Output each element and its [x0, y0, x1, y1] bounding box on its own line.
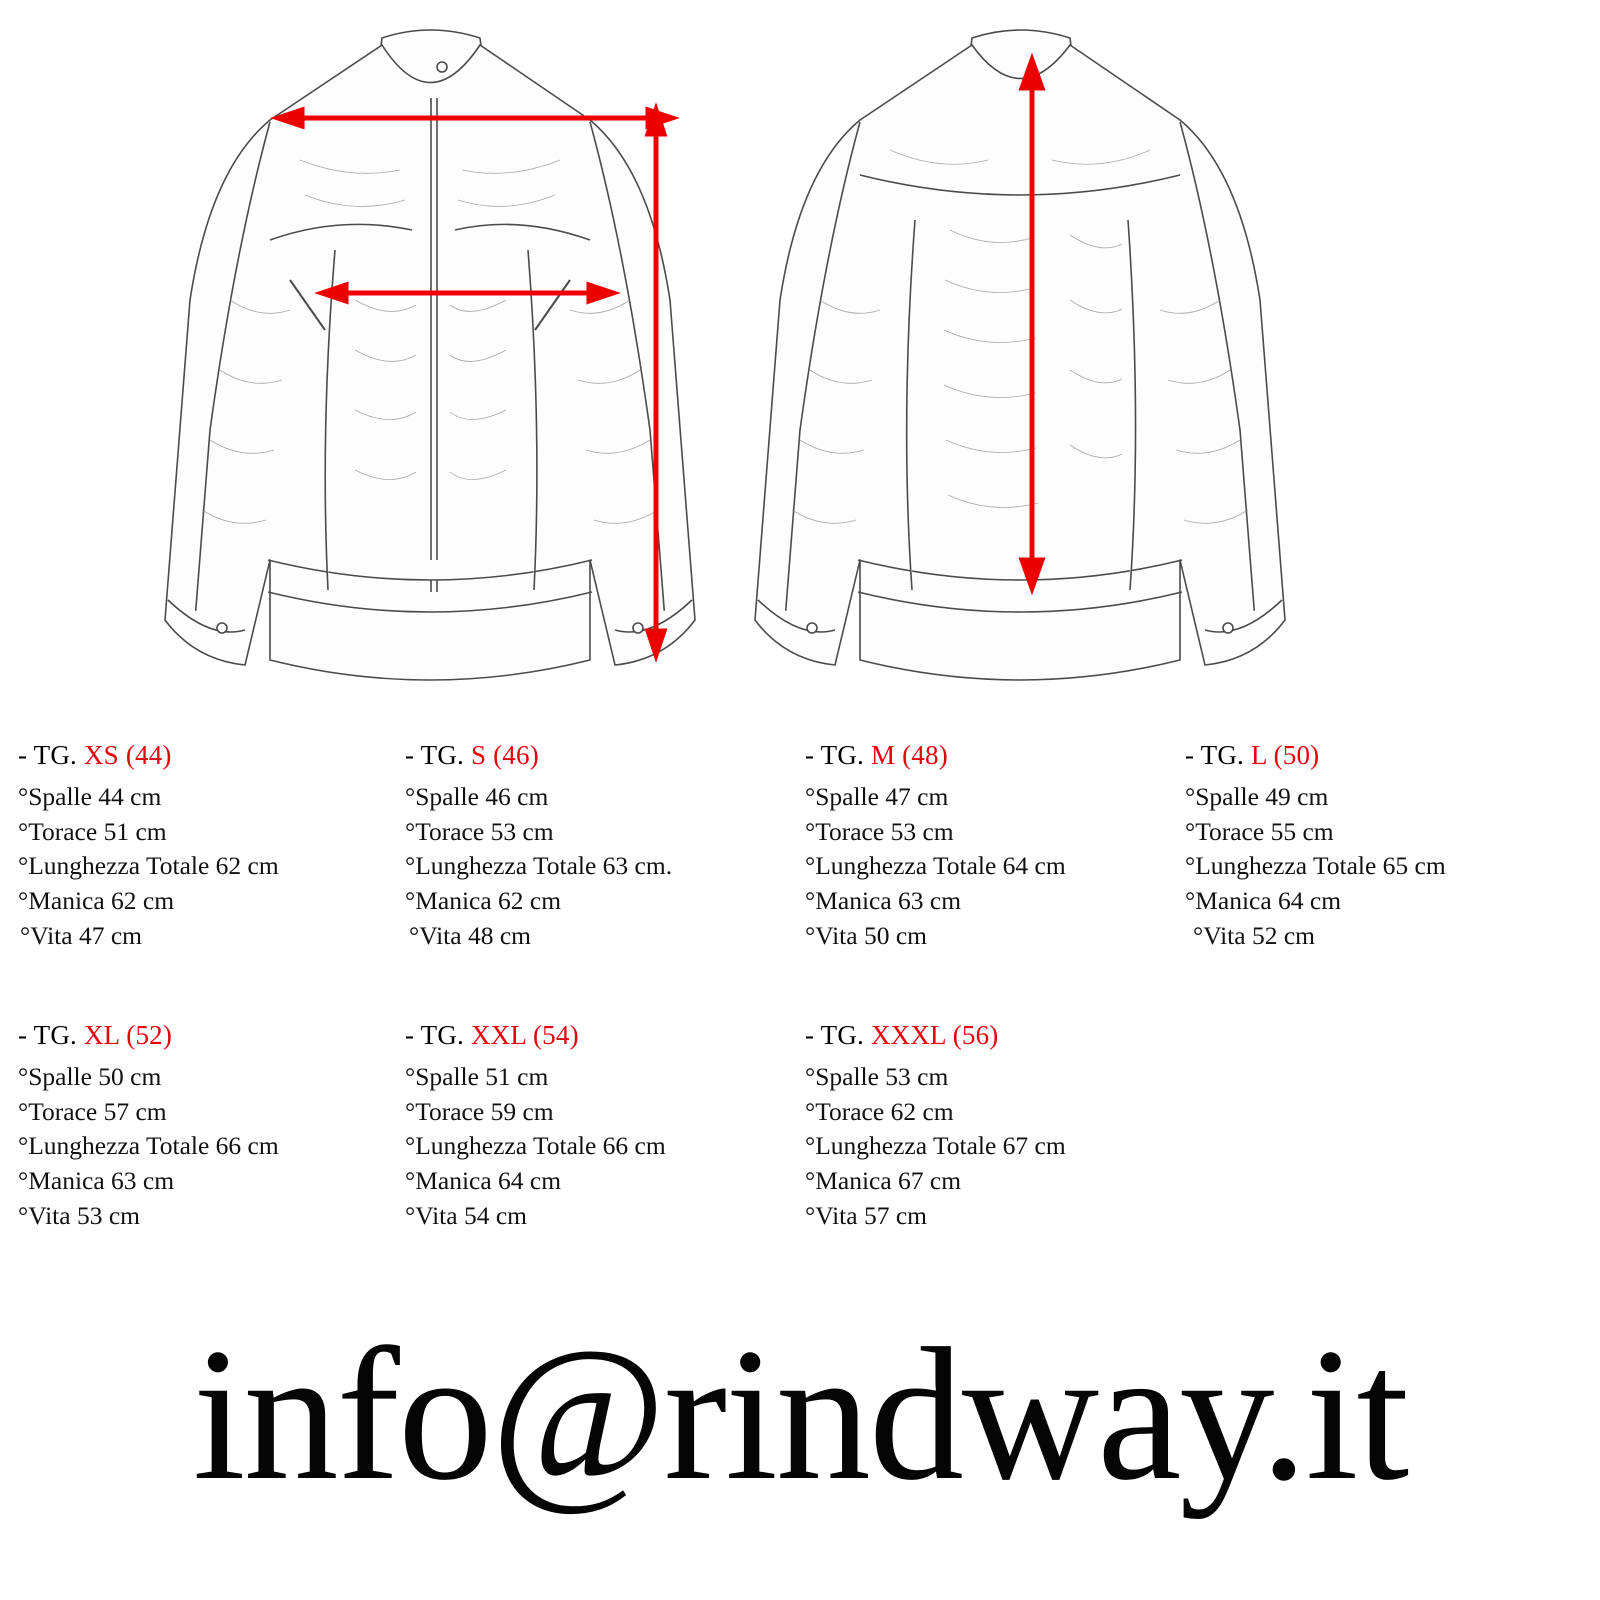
measure-torace: °Torace 53 cm [805, 816, 954, 846]
size-title-xl [18, 1020, 408, 1051]
size-prefix: - TG. [1185, 740, 1244, 770]
size-block-xxl [405, 1020, 795, 1233]
size-title-xs [18, 740, 408, 771]
measure-lunghezza-totale: °Lunghezza Totale 67 cm [805, 1131, 1066, 1161]
size-prefix: - TG. [405, 740, 464, 770]
size-code: XS (44) [83, 740, 172, 770]
measure-vita: °Vita 52 cm [1193, 920, 1315, 950]
size-block-s [405, 740, 795, 953]
measure-torace: °Torace 55 cm [1185, 816, 1334, 846]
measure-manica: °Manica 62 cm [18, 886, 175, 916]
measure-torace: °Torace 53 cm [405, 816, 554, 846]
size-title-s [405, 740, 795, 771]
size-code: M (48) [870, 740, 948, 770]
measure-lunghezza-totale: °Lunghezza Totale 66 cm [18, 1131, 279, 1161]
measure-torace: °Torace 51 cm [18, 816, 167, 846]
measure-lunghezza-totale: °Lunghezza Totale 65 cm [1185, 851, 1446, 881]
size-title-xxxl [805, 1020, 1195, 1051]
size-code: XL (52) [83, 1020, 173, 1050]
measure-spalle: °Spalle 50 cm [18, 1062, 162, 1091]
measure-manica: °Manica 64 cm [1185, 886, 1342, 916]
size-title-xxl [405, 1020, 795, 1051]
size-block-xl [18, 1020, 408, 1233]
measure-spalle: °Spalle 53 cm [805, 1062, 949, 1091]
size-prefix: - TG. [18, 740, 77, 770]
measure-torace: °Torace 57 cm [18, 1096, 167, 1126]
measure-vita: °Vita 57 cm [805, 1200, 927, 1230]
measure-spalle: °Spalle 51 cm [405, 1062, 549, 1091]
size-prefix: - TG. [805, 1020, 864, 1050]
measure-torace: °Torace 62 cm [805, 1096, 954, 1126]
size-row-2 [0, 1020, 1600, 1300]
measure-spalle: °Spalle 46 cm [405, 782, 549, 811]
size-block-m [805, 740, 1195, 953]
size-title-l [1185, 740, 1575, 771]
size-code: XXL (54) [470, 1020, 579, 1050]
measure-lunghezza-totale: °Lunghezza Totale 64 cm [805, 851, 1066, 881]
size-prefix: - TG. [18, 1020, 77, 1050]
measure-manica: °Manica 63 cm [18, 1166, 175, 1196]
measure-spalle: °Spalle 49 cm [1185, 782, 1329, 811]
size-block-xxxl [805, 1020, 1195, 1233]
footer [0, 1310, 1600, 1520]
size-title-m [805, 740, 1195, 771]
measure-manica: °Manica 63 cm [805, 886, 962, 916]
measure-vita: °Vita 48 cm [409, 920, 531, 950]
size-list [0, 740, 1600, 1300]
measure-manica: °Manica 64 cm [405, 1166, 562, 1196]
measure-vita: °Vita 54 cm [405, 1200, 527, 1230]
jacket-front-view [150, 0, 710, 700]
measure-lunghezza-totale: °Lunghezza Totale 66 cm [405, 1131, 666, 1161]
size-row-1 [0, 740, 1600, 1020]
size-code: L (50) [1250, 740, 1320, 770]
measure-lunghezza-totale: °Lunghezza Totale 63 cm. [405, 851, 673, 881]
size-block-l [1185, 740, 1575, 953]
contact-email[interactable]: info@rindway.it [192, 1310, 1408, 1520]
measure-vita: °Vita 50 cm [805, 920, 927, 950]
measure-spalle: °Spalle 47 cm [805, 782, 949, 811]
size-prefix: - TG. [405, 1020, 464, 1050]
jacket-illustrations [0, 0, 1600, 720]
size-code: S (46) [470, 740, 539, 770]
measure-torace: °Torace 59 cm [405, 1096, 554, 1126]
measure-vita: °Vita 53 cm [18, 1200, 140, 1230]
measure-manica: °Manica 62 cm [405, 886, 562, 916]
measure-lunghezza-totale: °Lunghezza Totale 62 cm [18, 851, 279, 881]
size-code: XXXL (56) [870, 1020, 999, 1050]
jacket-back-view [740, 0, 1300, 700]
size-block-xs [18, 740, 408, 953]
measure-vita: °Vita 47 cm [20, 920, 142, 950]
measure-spalle: °Spalle 44 cm [18, 782, 162, 811]
size-prefix: - TG. [805, 740, 864, 770]
measure-manica: °Manica 67 cm [805, 1166, 962, 1196]
